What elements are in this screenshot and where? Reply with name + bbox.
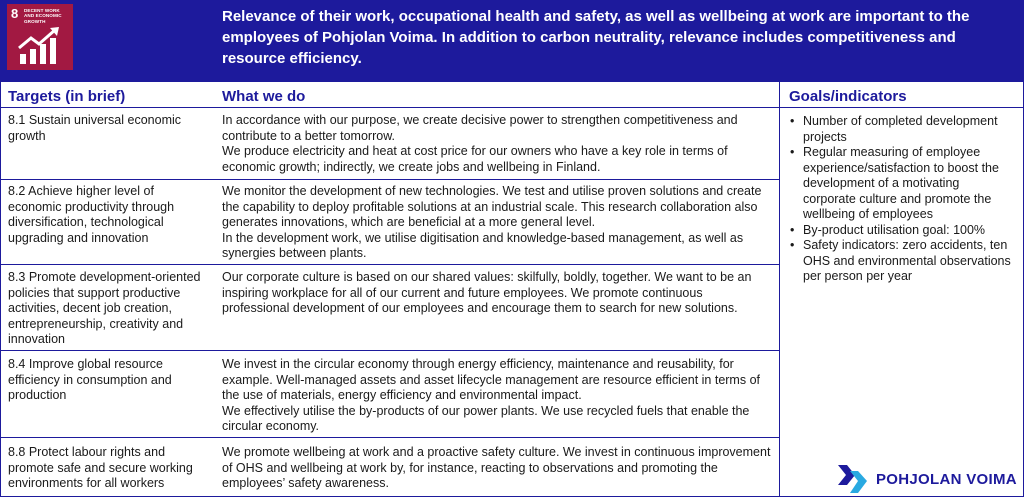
column-header-goals: Goals/indicators: [789, 88, 907, 105]
logo-wordmark: POHJOLAN VOIMA: [876, 471, 1017, 488]
actions-8-4: [222, 357, 772, 435]
actions-8-2: [222, 184, 772, 262]
sdg-title: DECENT WORK AND ECONOMIC GROWTH: [24, 8, 62, 24]
goal-item: • Safety indicators: zero accidents, ten OHS and environmental observations per person per year: [789, 238, 1015, 285]
action-text: We effectively utilise the by-products of our power plants. We use recycled fuels that enable the circular economy.: [222, 403, 750, 433]
target-8-4: 8.4 Improve global resource efficiency in consumption and production: [8, 357, 172, 402]
action-text: We produce electricity and heat at cost price for our owners who have a key role in terms of economic growth; indirectly, we create jobs and wellbeing in Finland.: [222, 144, 728, 174]
sdg-8-tile: [7, 4, 73, 70]
goal-item: • By-product utilisation goal: 100%: [789, 223, 1015, 239]
action-text: Our corporate culture is based on our shared values: skilfully, boldly, together. We want to be an inspiring workplace for all of our current and future employees. We promote continuous professional development of our employees and encourage them to search for new solutions.: [222, 270, 752, 315]
action-text: We invest in the circular economy through energy efficiency, maintenance and reusability, for example. Well-managed assets and asset lifecycle management are resource efficient in terms of the use of materials, energy efficiency and environmental impact.: [222, 357, 760, 402]
goal-item: • Regular measuring of employee experience/satisfaction to boost the development of a motivating corporate culture and promote the wellbeing of employees: [789, 145, 1015, 223]
actions-8-8: [222, 445, 772, 492]
target-8-2: 8.2 Achieve higher level of economic productivity through diversification, technological upgrading and innovation: [8, 184, 175, 245]
pohjolan-voima-logo-icon: [836, 463, 870, 495]
target-8-3: 8.3 Promote development-oriented policies that support productive activities, decent job creation, entrepreneurship, creativity and innovation: [8, 270, 201, 346]
goals-column-border: [779, 82, 780, 497]
action-text: In accordance with our purpose, we create decisive power to strengthen competitiveness and contribute to a better tomorrow.: [222, 113, 738, 143]
row-divider: [0, 179, 780, 180]
actions-8-1: [222, 113, 772, 175]
sdg-number: 8: [11, 6, 19, 21]
pohjolan-voima-logo: [836, 463, 1021, 495]
action-text: In the development work, we utilise digitisation and knowledge-based management, as well as synergies between plants.: [222, 230, 744, 260]
column-header-actions: What we do: [222, 88, 306, 105]
row-divider: [0, 264, 780, 265]
growth-chart-icon: [17, 26, 63, 66]
row-divider: [0, 350, 780, 351]
target-8-8: 8.8 Protect labour rights and promote safe and secure working environments for all workers: [8, 445, 193, 490]
row-divider: [0, 437, 780, 438]
left-border: [0, 82, 1, 497]
action-text: We promote wellbeing at work and a proactive safety culture. We invest in continuous improvement of OHS and wellbeing at work by, for instance, reacting to observations and promoting the employees’ safety awareness.: [222, 445, 771, 490]
column-header-targets: Targets (in brief): [8, 88, 126, 105]
actions-8-3: [222, 270, 772, 317]
header-banner: [0, 0, 1024, 82]
target-8-1: 8.1 Sustain universal economic growth: [8, 113, 182, 143]
goals-list: [789, 114, 1015, 285]
goal-item: • Number of completed development projects: [789, 114, 1015, 145]
header-statement: Relevance of their work, occupational health and safety, as well as wellbeing at work are important to the employees of Pohjolan Voima. In addition to carbon neutrality, relevance includes competitiveness and resource efficiency.: [222, 8, 970, 67]
action-text: We monitor the development of new technologies. We test and utilise proven solutions and create the capability to deploy profitable solutions at an industrial scale. This research collaboration also generates innovations, which are beneficial at a more general level.: [222, 184, 762, 229]
header-divider: [0, 107, 1024, 108]
